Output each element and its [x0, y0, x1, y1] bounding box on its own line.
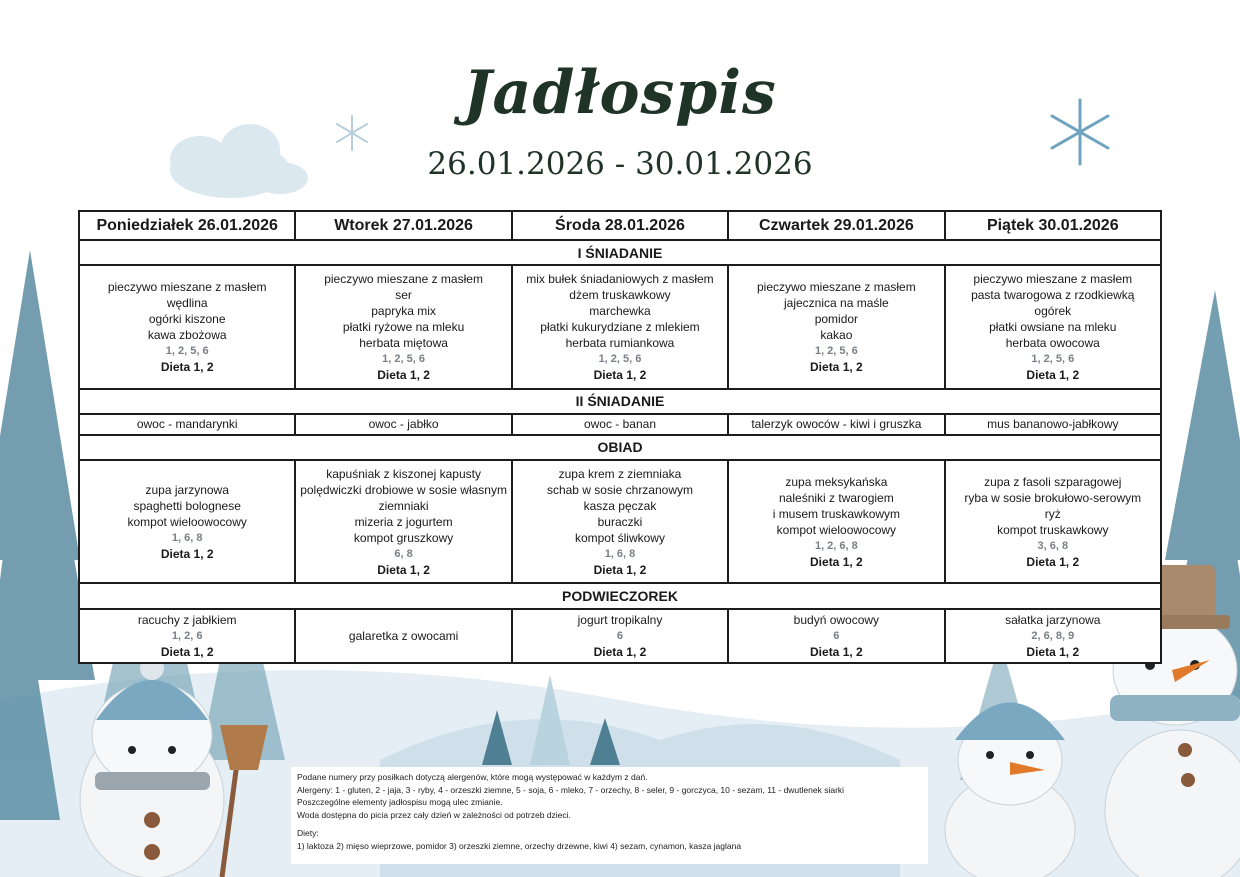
- menu-item: zupa jarzynowa: [145, 482, 229, 497]
- menu-item: pieczywo mieszane z masłem: [973, 271, 1133, 286]
- day-header: Wtorek 27.01.2026: [295, 211, 511, 240]
- menu-item: ogórki kiszone: [148, 311, 226, 326]
- allergen-numbers: 6, 8: [394, 547, 413, 560]
- diet-label: Dieta 1, 2: [1026, 367, 1080, 382]
- diet-label: Dieta 1, 2: [593, 562, 647, 577]
- menu-item: płatki ryżowe na mleku: [342, 319, 465, 334]
- table-row: [79, 265, 1161, 389]
- menu-item: płatki kukurydziane z mlekiem: [540, 319, 700, 334]
- section-title-second-breakfast: II ŚNIADANIE: [79, 389, 1161, 414]
- menu-item: kompot gruszkowy: [353, 530, 454, 545]
- meal-cell: [728, 414, 944, 435]
- table-row: [79, 609, 1161, 663]
- menu-item: herbata miętowa: [359, 335, 448, 350]
- menu-item: marchewka: [589, 303, 651, 318]
- table-row: [79, 460, 1161, 584]
- allergen-numbers: 1, 2, 5, 6: [1031, 352, 1075, 365]
- menu-item: pasta twarogowa z rzodkiewką: [971, 287, 1135, 302]
- menu-item: ser: [395, 287, 412, 302]
- menu-item: ogórek: [1034, 303, 1072, 318]
- meal-cell: [512, 460, 728, 584]
- menu-item: pomidor: [814, 311, 859, 326]
- allergen-numbers: 2, 6, 8, 9: [1031, 629, 1075, 642]
- menu-item: papryka mix: [371, 303, 436, 318]
- menu-item: schab w sosie chrzanowym: [546, 482, 693, 497]
- diet-label: Dieta 1, 2: [810, 554, 863, 569]
- meal-cell: [945, 414, 1161, 435]
- diet-label: Dieta 1, 2: [160, 644, 214, 659]
- section-title-breakfast: I ŚNIADANIE: [79, 240, 1161, 265]
- day-header: Piątek 30.01.2026: [945, 211, 1161, 240]
- menu-item: zupa z fasoli szparagowej: [984, 474, 1122, 489]
- allergen-numbers: 3, 6, 8: [1037, 539, 1069, 552]
- water-note: Woda dostępna do picia przez cały dzień w zależności od potrzeb dzieci.: [297, 809, 571, 820]
- meal-cell: [728, 460, 944, 584]
- menu-item: kompot śliwkowy: [574, 530, 665, 545]
- meal-cell: [945, 265, 1161, 389]
- diet-label: Dieta 1, 2: [160, 546, 214, 561]
- menu-item: kasza pęczak: [583, 498, 657, 513]
- menu-item: naleśniki z twarogiem: [779, 490, 894, 505]
- menu-item: jajecznica na maśle: [784, 295, 889, 310]
- menu-item: owoc - banan: [583, 417, 656, 432]
- meal-cell: [295, 460, 511, 584]
- day-header: Środa 28.01.2026: [512, 211, 728, 240]
- days-header-row: [79, 211, 1161, 240]
- diet-label: Dieta 1, 2: [1026, 644, 1080, 659]
- diet-label: Dieta 1, 2: [810, 359, 863, 374]
- meal-cell: [295, 265, 511, 389]
- meal-cell: [512, 265, 728, 389]
- meal-cell: [295, 609, 511, 663]
- allergen-numbers: 1, 2, 5, 6: [598, 352, 642, 365]
- allergen-legend: Alergeny: 1 - gluten, 2 - jaja, 3 - ryby, 4 - orzeszki ziemne, 5 - soja, 6 - mleko, 7 - orzechy, 8 - seler, 9 - gorczyca, 10 - sezam, 11 - dwutlenek siarki: [297, 784, 845, 795]
- menu-item: dżem truskawkowy: [569, 287, 671, 302]
- meal-cell: [79, 460, 295, 584]
- menu-item: zupa krem z ziemniaka: [558, 466, 682, 481]
- meal-cell: [79, 609, 295, 663]
- menu-item: talerzyk owoców - kiwi i gruszka: [751, 417, 922, 432]
- diet-label: Dieta 1, 2: [810, 644, 863, 659]
- menu-item: mix bułek śniadaniowych z masłem: [526, 271, 714, 286]
- diet-label: Dieta 1, 2: [1026, 554, 1080, 569]
- menu-item: zupa meksykańska: [785, 474, 888, 489]
- allergen-numbers: 1, 2, 5, 6: [165, 344, 209, 357]
- meal-cell: [945, 460, 1161, 584]
- menu-item: jogurt tropikalny: [577, 612, 663, 627]
- menu-item: galaretka z owocami: [348, 628, 459, 643]
- diet-label: Dieta 1, 2: [593, 644, 647, 659]
- menu-item: polędwiczki drobiowe w sosie własnym: [300, 482, 507, 497]
- change-note: Poszczególne elementy jadłospisu mogą ulec zmianie.: [297, 797, 503, 807]
- menu-item: mizeria z jogurtem: [354, 514, 453, 529]
- menu-item: wędlina: [166, 295, 208, 310]
- menu-item: mus bananowo-jabłkowy: [987, 417, 1119, 432]
- menu-item: pieczywo mieszane z masłem: [107, 279, 267, 294]
- meal-cell: [79, 414, 295, 435]
- diets-title: Diety:: [297, 828, 319, 838]
- menu-item: sałatka jarzynowa: [1005, 612, 1101, 627]
- meal-cell: [512, 414, 728, 435]
- menu-item: i musem truskawkowym: [772, 506, 901, 521]
- allergen-numbers: 1, 2, 6: [171, 629, 203, 642]
- menu-item: owoc - jabłko: [368, 417, 439, 432]
- menu-table: [78, 210, 1162, 664]
- allergen-numbers: 1, 6, 8: [171, 531, 203, 544]
- menu-item: racuchy z jabłkiem: [137, 612, 237, 627]
- menu-item: kompot wieloowocowy: [127, 514, 247, 529]
- diet-label: Dieta 1, 2: [377, 367, 430, 382]
- menu-item: kapuśniak z kiszonej kapusty: [326, 466, 481, 481]
- menu-item: herbata owocowa: [1005, 335, 1100, 350]
- allergen-numbers: 6: [616, 629, 624, 642]
- allergen-note: Podane numery przy posiłkach dotyczą alergenów, które mogą występować w każdym z dań.: [297, 772, 648, 782]
- allergen-numbers: 1, 2, 6, 8: [814, 539, 858, 552]
- menu-item: herbata rumiankowa: [565, 335, 675, 350]
- diet-label: Dieta 1, 2: [593, 367, 647, 382]
- day-header: Poniedziałek 26.01.2026: [79, 211, 295, 240]
- menu-item: kompot truskawkowy: [997, 522, 1109, 537]
- section-title-snack: PODWIECZOREK: [79, 583, 1161, 608]
- menu-item: płatki owsiane na mleku: [989, 319, 1117, 334]
- menu-item: kakao: [820, 327, 853, 342]
- allergen-numbers: 1, 6, 8: [604, 547, 636, 560]
- menu-item: pieczywo mieszane z masłem: [324, 271, 483, 286]
- menu-item: ryż: [1044, 506, 1061, 521]
- meal-cell: [512, 609, 728, 663]
- menu-item: kawa zbożowa: [147, 327, 227, 342]
- meal-cell: [295, 414, 511, 435]
- menu-item: pieczywo mieszane z masłem: [757, 279, 916, 294]
- allergen-numbers: 1, 2, 5, 6: [814, 344, 858, 357]
- table-row: [79, 414, 1161, 435]
- menu-item: budyń owocowy: [793, 612, 880, 627]
- section-title-lunch: OBIAD: [79, 435, 1161, 460]
- menu-item: buraczki: [597, 514, 643, 529]
- diet-label: Dieta 1, 2: [377, 562, 430, 577]
- menu-item: ziemniaki: [378, 498, 429, 513]
- menu-item: ryba w sosie brokułowo-serowym: [964, 490, 1142, 505]
- meal-cell: [728, 265, 944, 389]
- menu-item: owoc - mandarynki: [136, 417, 238, 432]
- diets-legend: 1) laktoza 2) mięso wieprzowe, pomidor 3) orzeszki ziemne, orzechy drzewne, kiwi 4) sezam, cynamon, kasza jaglana: [297, 840, 742, 851]
- menu-item: kompot wieloowocowy: [776, 522, 897, 537]
- day-header: Czwartek 29.01.2026: [728, 211, 944, 240]
- page-title: Jadłospis: [463, 58, 777, 128]
- diet-label: Dieta 1, 2: [160, 359, 214, 374]
- allergen-numbers: 6: [833, 629, 840, 642]
- notes-box: [291, 767, 928, 864]
- menu-item: spaghetti bolognese: [133, 498, 241, 513]
- date-range: 26.01.2026 - 30.01.2026: [427, 146, 813, 182]
- meal-cell: [79, 265, 295, 389]
- meal-cell: [728, 609, 944, 663]
- allergen-numbers: 1, 2, 5, 6: [382, 352, 425, 365]
- meal-cell: [945, 609, 1161, 663]
